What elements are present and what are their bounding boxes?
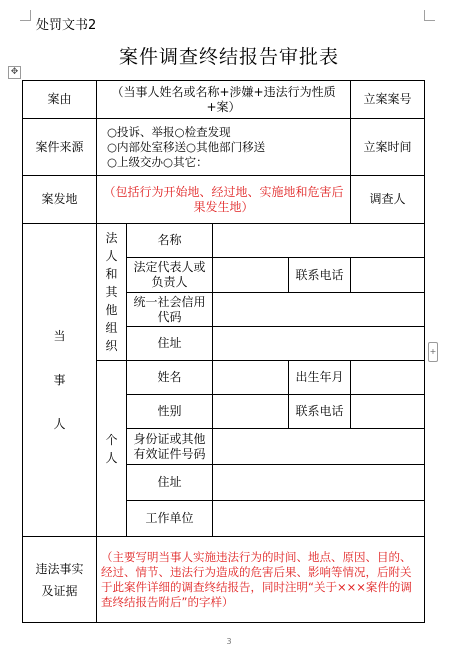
group-char: 法 <box>105 231 118 245</box>
group-char: 他 <box>105 303 118 317</box>
group-char: 人 <box>105 450 118 465</box>
group-char: 和 <box>105 267 118 281</box>
legal-entity-group-label <box>97 224 127 361</box>
birth-label: 出生年月 <box>289 361 351 395</box>
case-number-label: 立案案号 <box>351 81 425 119</box>
credit-code-field[interactable] <box>213 293 425 327</box>
employer-field[interactable] <box>213 501 425 537</box>
filing-time-label: 立案时间 <box>351 119 425 176</box>
add-column-icon[interactable]: + <box>428 342 438 362</box>
incident-place-row <box>23 176 425 224</box>
case-source-option-line[interactable]: ○上级交办○其它： <box>107 154 208 169</box>
entity-address-label: 住址 <box>127 327 213 361</box>
incident-place-label: 案发地 <box>23 176 97 224</box>
id-number-label: 身份证或其他有效证件号码 <box>127 429 213 465</box>
case-reason-field[interactable]: （当事人姓名或名称+涉嫌+违法行为性质+案） <box>97 81 351 119</box>
party-label <box>23 224 97 537</box>
case-source-options[interactable] <box>97 119 351 176</box>
birth-field[interactable] <box>351 361 425 395</box>
party-label-char: 当 <box>53 329 66 343</box>
incident-place-field[interactable]: （包括行为开始地、经过地、实施地和危害后果发生地） <box>97 176 351 224</box>
legal-rep-label: 法定代表人或负责人 <box>127 258 213 293</box>
gender-field[interactable] <box>213 395 289 429</box>
person-phone-label: 联系电话 <box>289 395 351 429</box>
group-char: 织 <box>105 339 118 353</box>
legal-rep-field[interactable] <box>213 258 289 293</box>
approval-form-table <box>22 80 425 623</box>
page-corner-mark-top-left <box>20 10 31 21</box>
entity-address-field[interactable] <box>213 327 425 361</box>
group-char: 组 <box>105 321 118 335</box>
document-label: 处罚文书2 <box>36 18 97 33</box>
entity-phone-field[interactable] <box>351 258 425 293</box>
entity-name-label: 名称 <box>127 224 213 258</box>
party-label-char: 人 <box>53 417 66 431</box>
page-corner-mark-top-right <box>424 10 435 21</box>
facts-label-line: 及证据 <box>41 583 78 598</box>
person-address-field[interactable] <box>213 465 425 501</box>
person-phone-field[interactable] <box>351 395 425 429</box>
case-source-label: 案件来源 <box>23 119 97 176</box>
page-title: 案件调查终结报告审批表 <box>118 46 339 68</box>
entity-name-row <box>23 224 425 258</box>
case-reason-label: 案由 <box>23 81 97 119</box>
group-char: 人 <box>105 249 118 263</box>
person-address-label: 住址 <box>127 465 213 501</box>
id-number-field[interactable] <box>213 429 425 465</box>
gender-label: 性别 <box>127 395 213 429</box>
case-source-option-line[interactable]: ○投诉、举报○检查发现 <box>107 124 231 139</box>
facts-label-line: 违法事实 <box>35 561 84 576</box>
facts-field[interactable]: （主要写明当事人实施违法行为的时间、地点、原因、目的、经过、情节、违法行为造成的危害后果、影响等情况，后附关于此案件详细的调查终结报告，同时注明“关于×××案件的调查终结报告附后”的字样） <box>97 537 425 623</box>
group-char: 个 <box>105 432 118 447</box>
facts-label <box>23 537 97 623</box>
move-cross-icon[interactable]: ✥ <box>8 66 21 79</box>
case-reason-row <box>23 81 425 119</box>
facts-row <box>23 537 425 623</box>
case-source-option-line[interactable]: ○内部处室移送○其他部门移送 <box>107 139 266 154</box>
individual-group-label <box>97 361 127 537</box>
group-char: 其 <box>105 285 118 299</box>
employer-label: 工作单位 <box>127 501 213 537</box>
case-source-row <box>23 119 425 176</box>
page-number: 3 <box>226 637 232 646</box>
entity-phone-label: 联系电话 <box>289 258 351 293</box>
person-name-label: 姓名 <box>127 361 213 395</box>
credit-code-label: 统一社会信用代码 <box>127 293 213 327</box>
investigator-label: 调查人 <box>351 176 425 224</box>
party-label-char: 事 <box>53 373 66 387</box>
entity-name-field[interactable] <box>213 224 425 258</box>
person-name-field[interactable] <box>213 361 289 395</box>
